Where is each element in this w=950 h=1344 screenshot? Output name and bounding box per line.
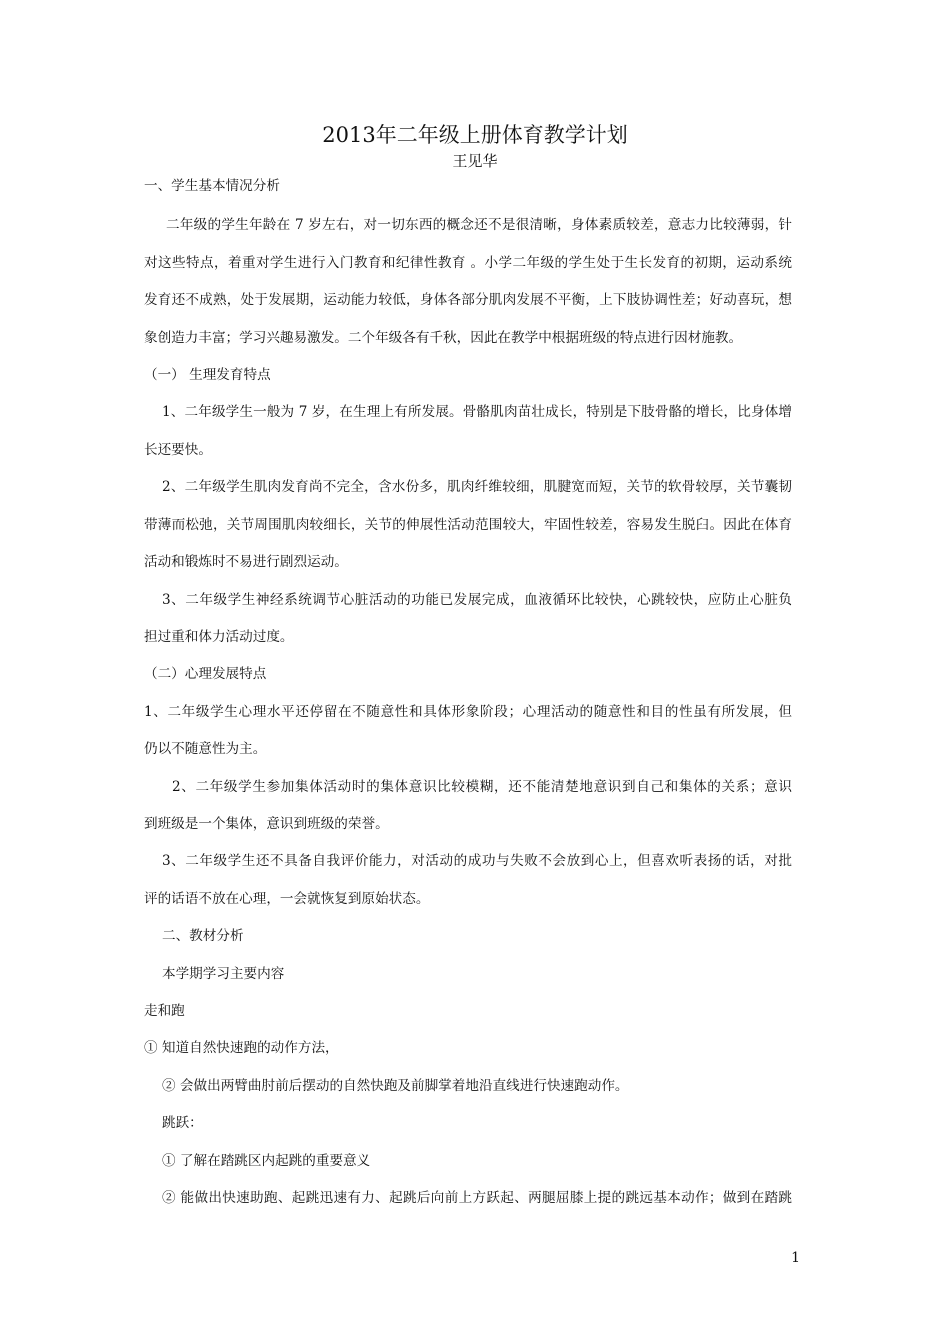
subsection-heading: （一） 生理发育特点: [144, 367, 271, 383]
paragraph-line: 对这些特点，着重对学生进行入门教育和纪律性教育 。小学二年级的学生处于生长发育的初期，运动系统: [144, 255, 792, 271]
paragraph-line: 活动和锻炼时不易进行剧烈运动。: [144, 554, 348, 570]
list-item: ② 能做出快速助跑、起跳迅速有力、起跳后向前上方跃起、两腿屈膝上提的跳远基本动作；做到在踏跳: [162, 1190, 792, 1206]
paragraph-line: 3、二年级学生还不具备自我评价能力，对活动的成功与失败不会放到心上，但喜欢听表扬的话，对批: [162, 853, 792, 869]
paragraph-line: 2、二年级学生参加集体活动时的集体意识比较模糊，还不能清楚地意识到自己和集体的关系；意识: [172, 779, 792, 795]
paragraph-line: 跳跃：: [162, 1115, 203, 1131]
subsection-heading: （二）心理发展特点: [144, 666, 267, 682]
paragraph-line: 仍以不随意性为主。: [144, 741, 267, 757]
document-title: 2013年二年级上册体育教学计划: [322, 123, 628, 147]
section-heading: 二、教材分析: [162, 928, 244, 944]
paragraph-line: 到班级是一个集体，意识到班级的荣誉。: [144, 816, 389, 832]
paragraph-line: 1、二年级学生心理水平还停留在不随意性和具体形象阶段；心理活动的随意性和目的性虽有所发展，但: [144, 704, 792, 720]
paragraph-line: 2、二年级学生肌肉发育尚不完全，含水份多，肌肉纤维较细，肌腱宽而短，关节的软骨较厚，关节囊韧: [162, 479, 792, 495]
list-item: ② 会做出两臂曲肘前后摆动的自然快跑及前脚掌着地沿直线进行快速跑动作。: [162, 1078, 629, 1094]
paragraph-line: 3、二年级学生神经系统调节心脏活动的功能已发展完成，血液循环比较快，心跳较快，应防止心脏负: [162, 592, 792, 608]
paragraph-line: 二年级的学生年龄在 7 岁左右，对一切东西的概念还不是很清晰，身体素质较差，意志力比较薄弱，针: [166, 217, 792, 233]
paragraph-line: 1、二年级学生一般为 7 岁，在生理上有所发展。骨骼肌肉苗壮成长，特别是下肢骨骼的增长，比身体增: [162, 404, 792, 420]
paragraph-line: 发育还不成熟，处于发展期，运动能力较低，身体各部分肌肉发展不平衡，上下肢协调性差；好动喜玩，想: [144, 292, 792, 308]
paragraph-line: 评的话语不放在心理，一会就恢复到原始状态。: [144, 891, 430, 907]
page-number: 1: [791, 1250, 800, 1266]
paragraph-line: 象创造力丰富；学习兴趣易激发。二个年级各有千秋，因此在教学中根据班级的特点进行因材施教。: [144, 330, 743, 346]
paragraph-line: 担过重和体力活动过度。: [144, 629, 294, 645]
list-item: ① 了解在踏跳区内起跳的重要意义: [162, 1153, 371, 1169]
section-heading: 一、学生基本情况分析: [144, 178, 280, 194]
paragraph-line: 带薄而松弛，关节周围肌肉较细长，关节的伸展性活动范围较大，牢固性较差，容易发生脱臼。因此在体育: [144, 517, 792, 533]
paragraph-line: 走和跑: [144, 1003, 185, 1019]
paragraph-line: 长还要快。: [144, 442, 212, 458]
list-item: ① 知道自然快速跑的动作方法，: [144, 1040, 339, 1056]
paragraph-line: 本学期学习主要内容: [162, 966, 285, 982]
document-author: 王见华: [452, 152, 498, 170]
